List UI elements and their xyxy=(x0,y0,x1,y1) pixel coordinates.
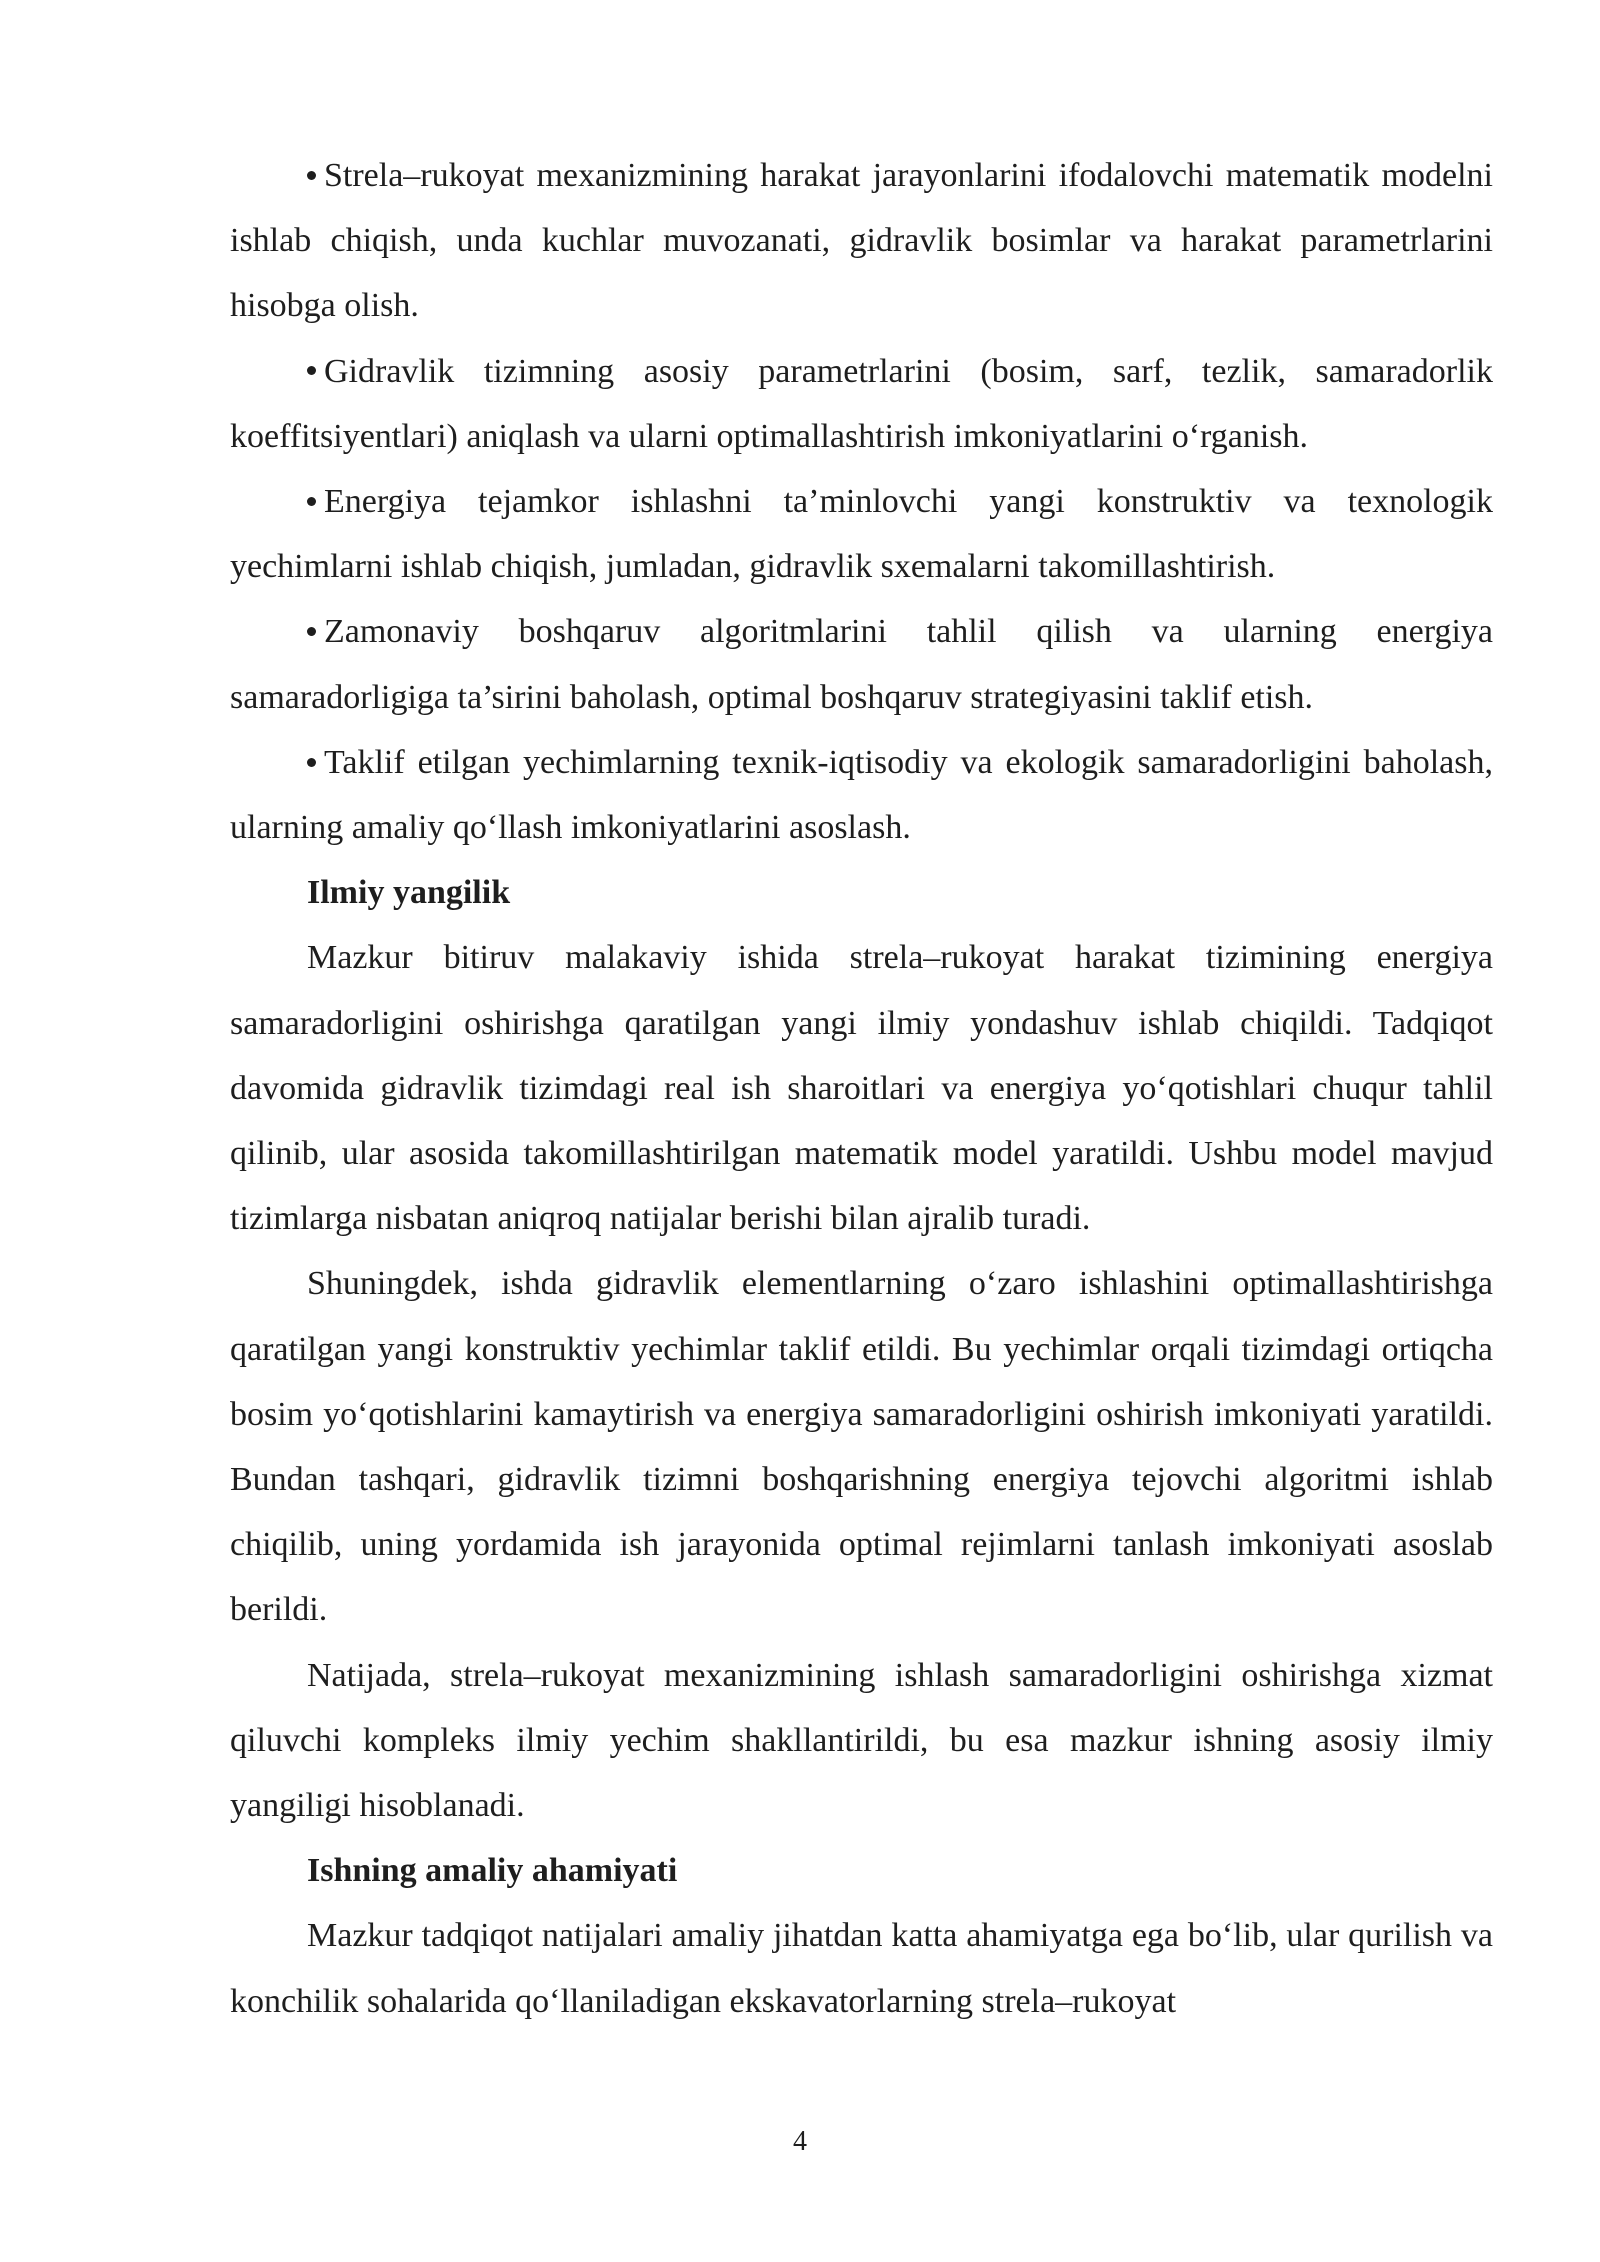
body-paragraph: Shuningdek, ishda gidravlik elementlarning o‘zaro ishlashini optimallashtirishga qaratilgan yangi konstruktiv yechimlar taklif etildi. Bu yechimlar orqali tizimdagi ortiqcha bosim yo‘qotishlarini kamaytirish va energiya samaradorligini oshirish imkoniyati yaratildi. Bundan tashqari, gidravlik tizimni boshqarishning energiya tejovchi algoritmi ishlab chiqilib, uning yordamida ish jarayonida optimal rejimlarni tanlash imkoniyati asoslab berildi. xyxy=(230,1265,1493,1629)
bullet-item xyxy=(230,730,1493,860)
bullet-item xyxy=(230,599,1493,729)
bullet-icon xyxy=(307,366,316,375)
section-heading-novelty: Ilmiy yangilik xyxy=(307,874,511,912)
bullet-text: Taklif etilgan yechimlarning texnik-iqtisodiy va ekologik samaradorligini baholash, ularning amaliy qo‘llash imkoniyatlarini asoslash. xyxy=(230,743,1493,847)
page-content xyxy=(230,143,1493,2034)
bullet-text: Energiya tejamkor ishlashni ta’minlovchi yangi konstruktiv va texnologik yechimlarni ishlab chiqish, jumladan, gidravlik sxemalarni takomillashtirish. xyxy=(230,483,1493,586)
bullet-icon xyxy=(307,758,316,767)
bullet-icon xyxy=(307,171,316,180)
section-heading-practical: Ishning amaliy ahamiyati xyxy=(307,1852,678,1890)
page-number: 4 xyxy=(793,2126,807,2157)
bullet-text: Strela–rukoyat mexanizmining harakat jarayonlarini ifodalovchi matematik modelni ishlab chiqish, unda kuchlar muvozanati, gidravlik bosimlar va harakat parametrlarini hisobga olish. xyxy=(230,157,1493,325)
body-paragraph: Natijada, strela–rukoyat mexanizmining ishlash samaradorligini oshirishga xizmat qiluvchi kompleks ilmiy yechim shakllantirildi, bu esa mazkur ishning asosiy ilmiy yangiligi hisoblanadi. xyxy=(230,1656,1493,1825)
bullet-icon xyxy=(307,497,316,506)
bullet-item xyxy=(230,339,1493,469)
bullet-item xyxy=(230,469,1493,599)
body-paragraph: Mazkur bitiruv malakaviy ishida strela–rukoyat harakat tizimining energiya samaradorligini oshirishga qaratilgan yangi ilmiy yondashuv ishlab chiqildi. Tadqiqot davomida gidravlik tizimdagi real ish sharoitlari va energiya yo‘qotishlari chuqur tahlil qilinib, ular asosida takomillashtirilgan matematik model yaratildi. Ushbu model mavjud tizimlarga nisbatan aniqroq natijalar berishi bilan ajralib turadi. xyxy=(230,939,1493,1238)
bullet-icon xyxy=(307,627,316,636)
bullet-text: Gidravlik tizimning asosiy parametrlarini (bosim, sarf, tezlik, samaradorlik koeffitsiyentlari) aniqlash va ularni optimallashtirish imkoniyatlarini o‘rganish. xyxy=(230,352,1493,455)
bullet-text: Zamonaviy boshqaruv algoritmlarini tahlil qilish va ularning energiya samaradorligiga ta’sirini baholash, optimal boshqaruv strategiyasini taklif etish. xyxy=(230,613,1493,716)
bullet-item xyxy=(230,143,1493,339)
body-paragraph: Mazkur tadqiqot natijalari amaliy jihatdan katta ahamiyatga ega bo‘lib, ular qurilish va konchilik sohalarida qo‘llaniladigan ekskavatorlarning strela–rukoyat xyxy=(230,1917,1493,2020)
